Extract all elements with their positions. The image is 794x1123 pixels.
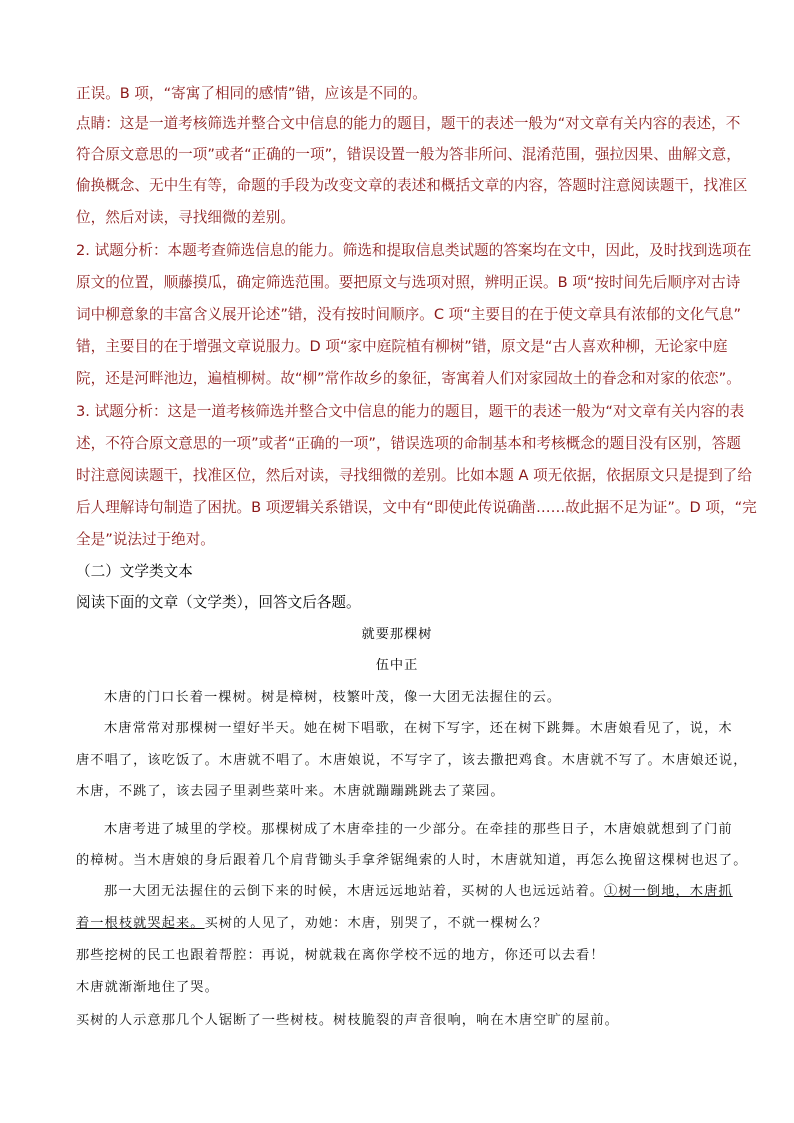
story-paragraph-2-line-1: 木唐常常对那棵树一望好半天。她在树下唱歌，在树下写字，还在树下跳舞。木唐娘看见了，说，木: [104, 721, 733, 736]
analysis-2-line-5: 院，还是河畔池边，遍植柳树。故“柳”常作故乡的象征，寄寓着人们对家园故土的眷念和对家的依恋”。: [76, 370, 741, 387]
section-heading: （二）文学类文本: [76, 563, 193, 580]
analysis-3-line-2: 述，不符合原文意思的一项”或者“正确的一项”，错误选项的命制基本和考核概念的题目没有区别，答题: [76, 435, 741, 452]
story-paragraph-4-line-2: [76, 914, 548, 934]
tip-line-1: 点睛：这是一道考核筛选并整合文中信息的能力的题目，题干的表述一般为“对文章有关内容的表述，不: [76, 115, 741, 132]
analysis-2-line-3: 词中柳意象的丰富含义展开论述”错，没有按时间顺序。C 项“主要目的在于使文章具有浓郁的文化气息”: [76, 306, 742, 323]
analysis-3-line-3: 时注意阅读题干，找准区位，然后对读，寻找细微的差别。比如本题 A 项无依据，依据原文只是提到了给: [76, 467, 752, 484]
analysis-3-line-1: 3. 试题分析：这是一道考核筛选并整合文中信息的能力的题目，题干的表述一般为“对文章有关内容的表: [76, 403, 745, 420]
analysis-2-line-2: 原文的位置，顺藤摸瓜，确定筛选范围。要把原文与选项对照，辨明正误。B 项“按时间先后顺序对古诗: [76, 274, 741, 291]
story-author: 伍中正: [375, 658, 419, 673]
story-paragraph-2-line-3: 木唐，不跳了，该去园子里剥些菜叶来。木唐就蹦蹦跳跳去了菜园。: [76, 784, 505, 799]
story-paragraph-6: 木唐就渐渐地住了哭。: [76, 980, 219, 995]
tip-line-3: 偷换概念、无中生有等，命题的手段为改变文章的表述和概括文章的内容，答题时注意阅读题干，找准区: [76, 177, 748, 194]
analysis-3-line-4: 后人理解诗句制造了困扰。B 项逻辑关系错误，文中有“即使此传说确凿……故此据不足为证”。D 项，“完: [76, 499, 757, 516]
tip-line-2: 符合原文意思的一项”或者“正确的一项”，错误设置一般为答非所问、混淆范围，强拉因果、曲解文意，: [76, 146, 741, 163]
analysis-3-line-5: 全是”说法过于绝对。: [76, 531, 215, 548]
analysis-2-line-4: 错，主要目的在于增强文章说服力。D 项“家中庭院植有柳树”错，原文是“古人喜欢种柳，无论家中庭: [76, 338, 728, 355]
story-paragraph-7: 买树的人示意那几个人锯断了一些树枝。树枝脆裂的声音很响，响在木唐空旷的屋前。: [76, 1013, 619, 1028]
story-title: 就要那棵树: [361, 627, 433, 642]
story-paragraph-4-tail: 买树的人见了，劝她：木唐，别哭了，不就一棵树么？: [204, 916, 548, 931]
answer-line-1: 正误。B 项，“寄寓了相同的感情”错，应该是不同的。: [76, 85, 427, 102]
story-paragraph-4-lead: 那一大团无法握住的云倒下来的时候，木唐远远地站着，买树的人也远远站着。: [104, 884, 605, 899]
underlined-sentence-1-part-2: 着一根枝就哭起来。: [76, 916, 205, 931]
story-paragraph-1: 木唐的门口长着一棵树。树是樟树，枝繁叶茂，像一大团无法握住的云。: [104, 690, 562, 705]
underlined-sentence-1-part-1: ①树一倒地，木唐抓: [604, 884, 733, 899]
story-paragraph-2-line-2: 唐不唱了，该吃饭了。木唐就不唱了。木唐娘说，不写字了，该去撒把鸡食。木唐就不写了。木唐娘还说，: [76, 753, 748, 768]
story-paragraph-3-line-1: 木唐考进了城里的学校。那棵树成了木唐牵挂的一少部分。在牵挂的那些日子，木唐娘就想到了门前: [104, 822, 733, 837]
tip-line-4: 位，然后对读，寻找细微的差别。: [76, 209, 295, 226]
section-instruction: 阅读下面的文章（文学类），回答文后各题。: [76, 594, 361, 611]
story-paragraph-5: 那些挖树的民工也跟着帮腔：再说，树就栽在离你学校不远的地方，你还可以去看！: [76, 948, 605, 963]
analysis-2-line-1: 2. 试题分析：本题考查筛选信息的能力。筛选和提取信息类试题的答案均在文中，因此，及时找到选项在: [76, 242, 752, 259]
story-paragraph-4-line-1: [104, 882, 733, 902]
story-paragraph-3-line-2: 的樟树。当木唐娘的身后跟着几个肩背锄头手拿斧锯绳索的人时，木唐就知道，再怎么挽留这棵树也迟了。: [76, 853, 748, 868]
